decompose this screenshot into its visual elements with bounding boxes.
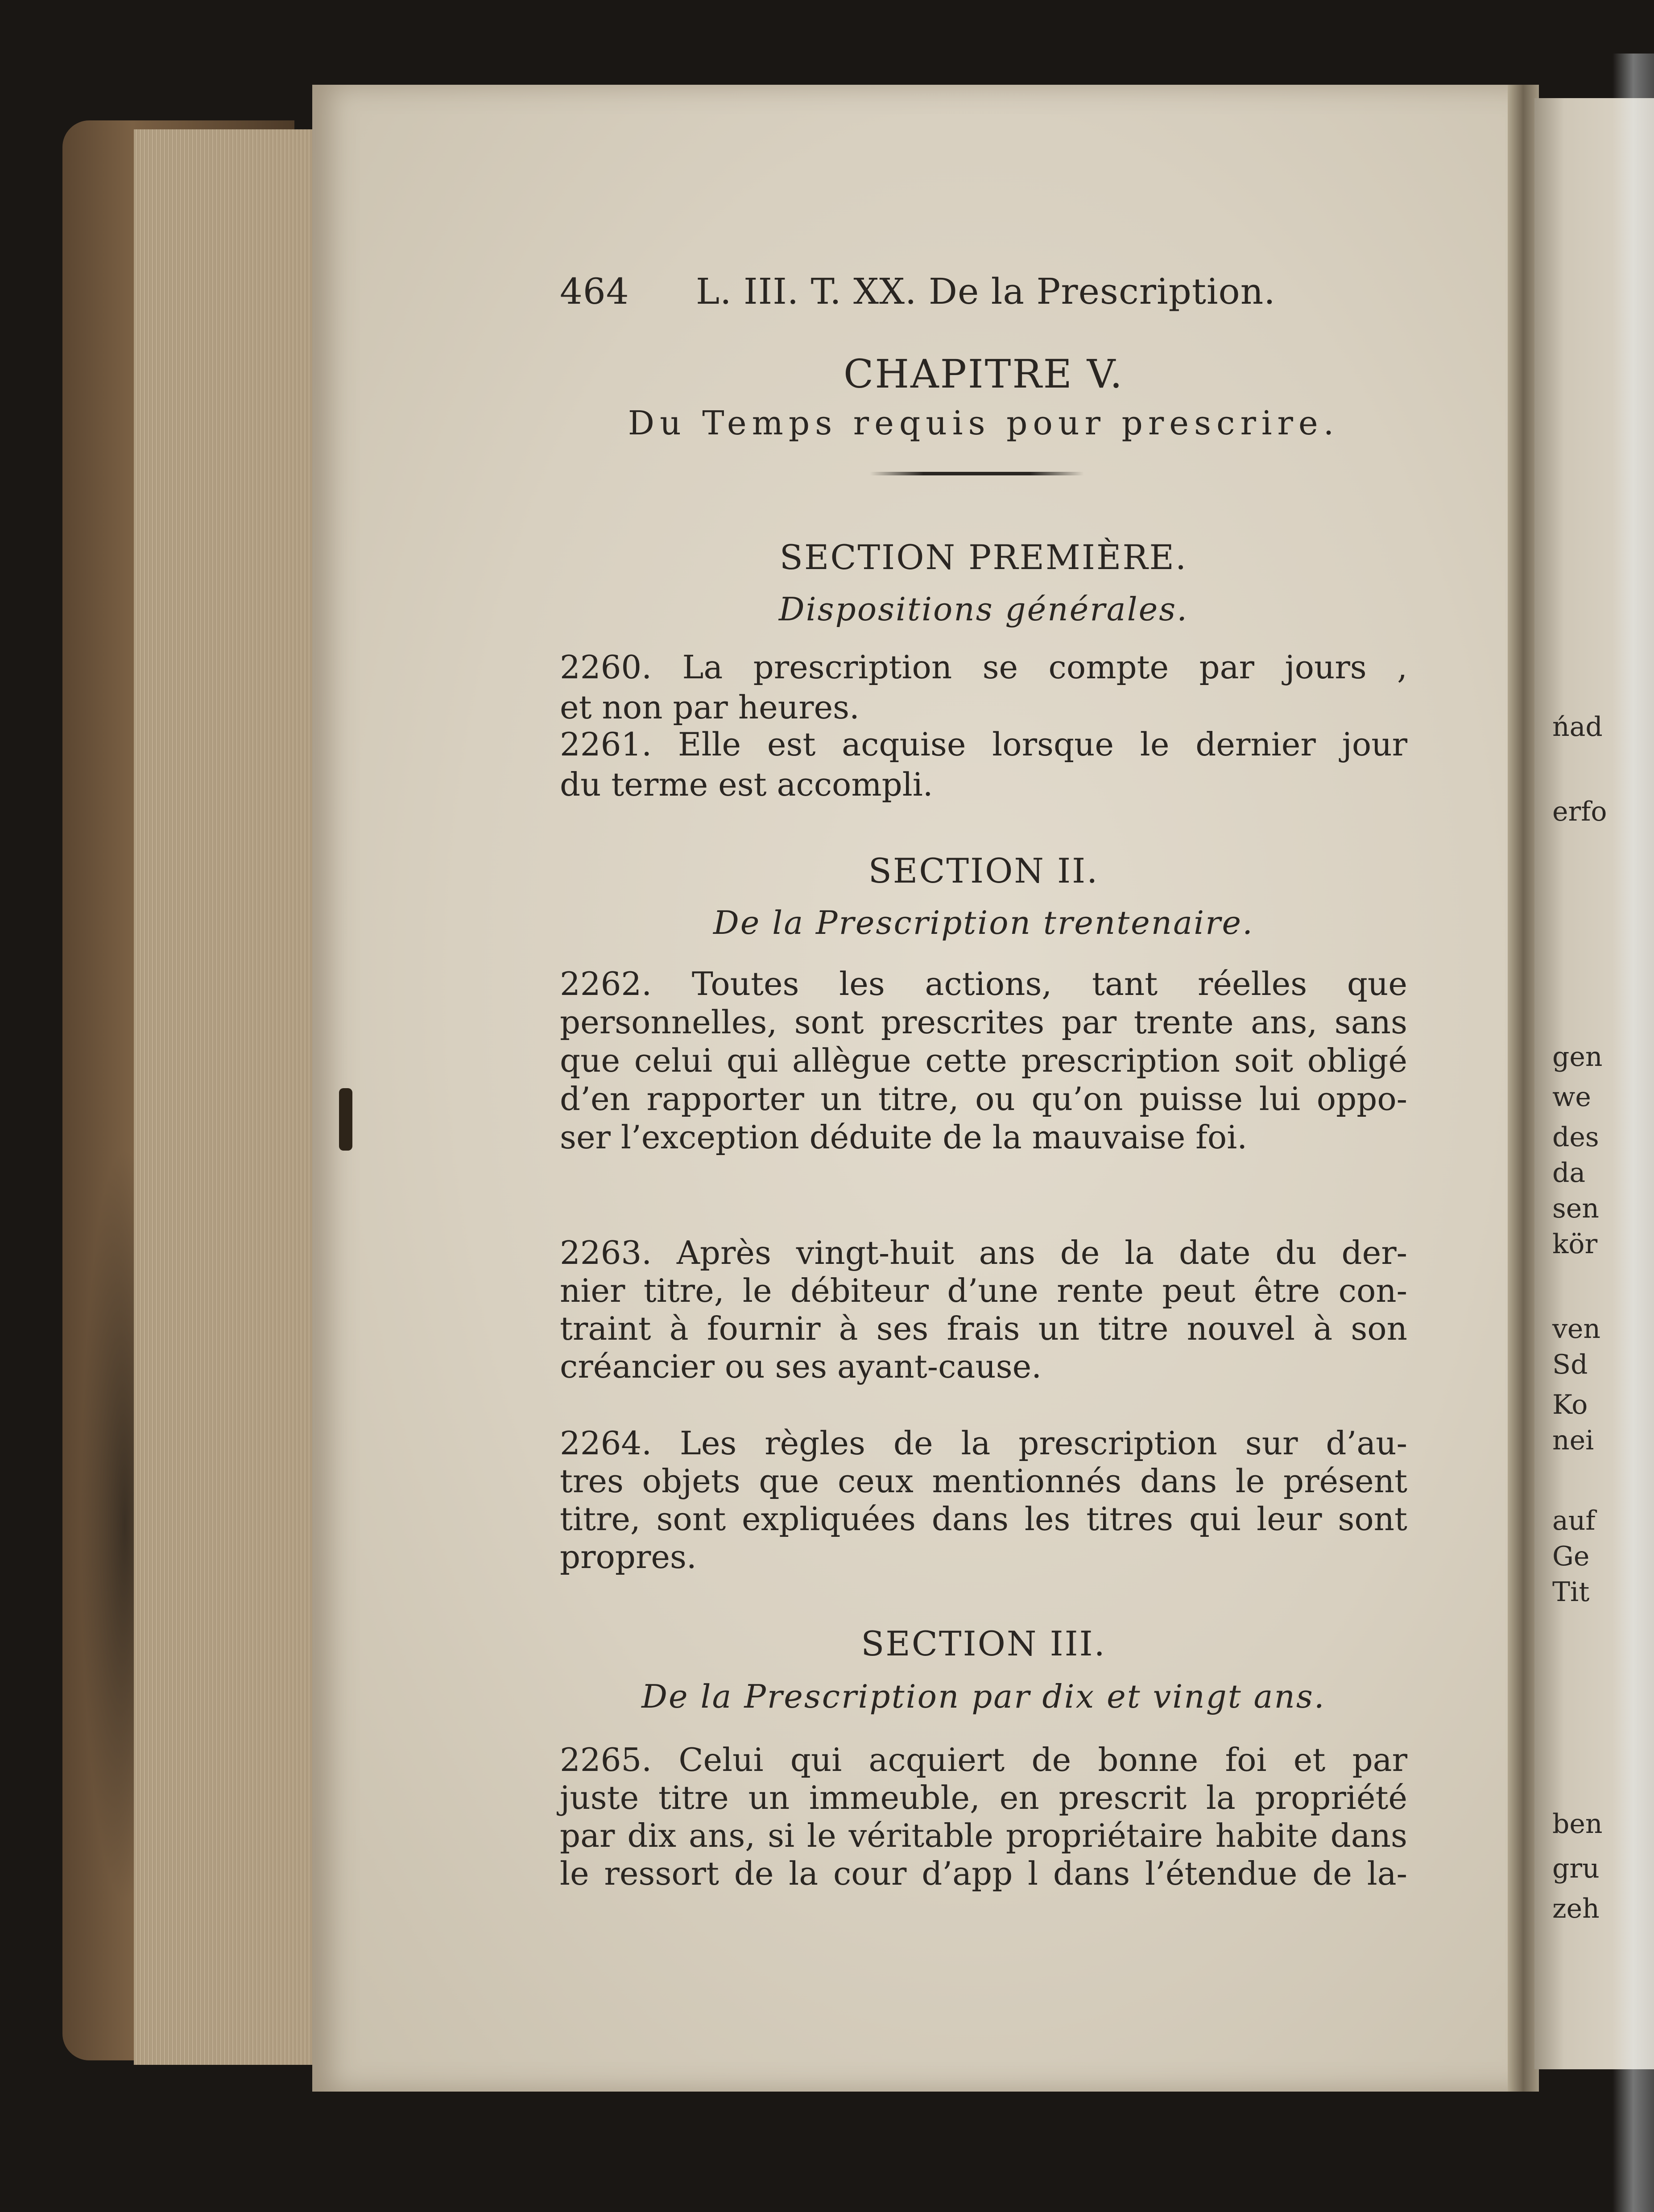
section-3-title: SECTION III. xyxy=(861,1624,1106,1663)
text-line: d’en rapporter un titre, ou qu’on puisse lui oppo- xyxy=(560,1080,1407,1118)
text-line: propres. xyxy=(560,1538,697,1576)
facing-fragment: Ko xyxy=(1552,1389,1588,1420)
text-line: 2264. Les règles de la prescription sur d’au- xyxy=(560,1424,1407,1462)
section-1-title: SECTION PREMIÈRE. xyxy=(779,537,1188,577)
text-line: créancier ou ses ayant-cause. xyxy=(560,1348,1042,1385)
running-head: L. III. T. XX. De la Prescription. xyxy=(696,271,1276,312)
text-line: 2261. Elle est acquise lorsque le dernier jour xyxy=(560,726,1407,763)
text-line: par dix ans, si le véritable propriétaire habite dans xyxy=(560,1817,1407,1854)
text-line: que celui qui allègue cette prescription soit obligé xyxy=(560,1042,1407,1079)
text-line: 2260. La prescription se compte par jours , xyxy=(560,648,1407,686)
facing-fragment: gru xyxy=(1552,1853,1600,1884)
text-line: traint à fournir à ses frais un titre nouvel à son xyxy=(560,1310,1407,1347)
text-line: 2262. Toutes les actions, tant réelles que xyxy=(560,965,1407,1003)
text-line: et non par heures. xyxy=(560,689,860,726)
section-3-subtitle: De la Prescription par dix et vingt ans. xyxy=(641,1678,1326,1715)
text-line: titre, sont expliquées dans les titres qui leur sont xyxy=(560,1500,1407,1538)
facing-fragment: gen xyxy=(1552,1041,1603,1073)
text-line: tres objets que ceux mentionnés dans le présent xyxy=(560,1462,1407,1500)
facing-fragment: ńad xyxy=(1552,711,1603,743)
text-line: 2265. Celui qui acquiert de bonne foi et par xyxy=(560,1741,1407,1779)
facing-fragment: nei xyxy=(1552,1425,1594,1456)
facing-fragment: kör xyxy=(1552,1229,1598,1260)
section-1-subtitle: Dispositions générales. xyxy=(778,590,1189,628)
facing-fragment: Tit xyxy=(1552,1576,1590,1608)
text-line: le ressort de la cour d’app l dans l’étendue de la- xyxy=(560,1855,1407,1892)
text-line: juste titre un immeuble, en prescrit la propriété xyxy=(560,1779,1407,1816)
facing-fragment: zeh xyxy=(1552,1893,1600,1924)
facing-fragment: erfo xyxy=(1552,796,1607,827)
facing-fragment: des xyxy=(1552,1122,1599,1153)
text-line: personnelles, sont prescrites par trente ans, sans xyxy=(560,1003,1407,1041)
section-2-subtitle: De la Prescription trentenaire. xyxy=(713,904,1254,941)
facing-fragment: Ge xyxy=(1552,1541,1590,1572)
page-number: 464 xyxy=(560,271,629,312)
facing-fragment: Sd xyxy=(1552,1349,1588,1380)
text-line: 2263. Après vingt-huit ans de la date du der- xyxy=(560,1234,1407,1271)
section-2-title: SECTION II. xyxy=(868,851,1099,891)
facing-fragment: da xyxy=(1552,1157,1586,1189)
text-line: du terme est accompli. xyxy=(560,766,933,803)
chapter-title: CHAPITRE V. xyxy=(844,351,1124,397)
chapter-subtitle: Du Temps requis pour prescrire. xyxy=(628,404,1340,442)
facing-fragment: we xyxy=(1552,1081,1591,1113)
facing-fragment: ven xyxy=(1552,1313,1601,1345)
facing-fragment: ben xyxy=(1552,1808,1603,1840)
facing-fragment: auf xyxy=(1552,1505,1596,1536)
facing-fragment: sen xyxy=(1552,1193,1599,1224)
text-line: ser l’exception déduite de la mauvaise foi. xyxy=(560,1118,1248,1156)
text-line: nier titre, le débiteur d’une rente peut être con- xyxy=(560,1272,1407,1309)
